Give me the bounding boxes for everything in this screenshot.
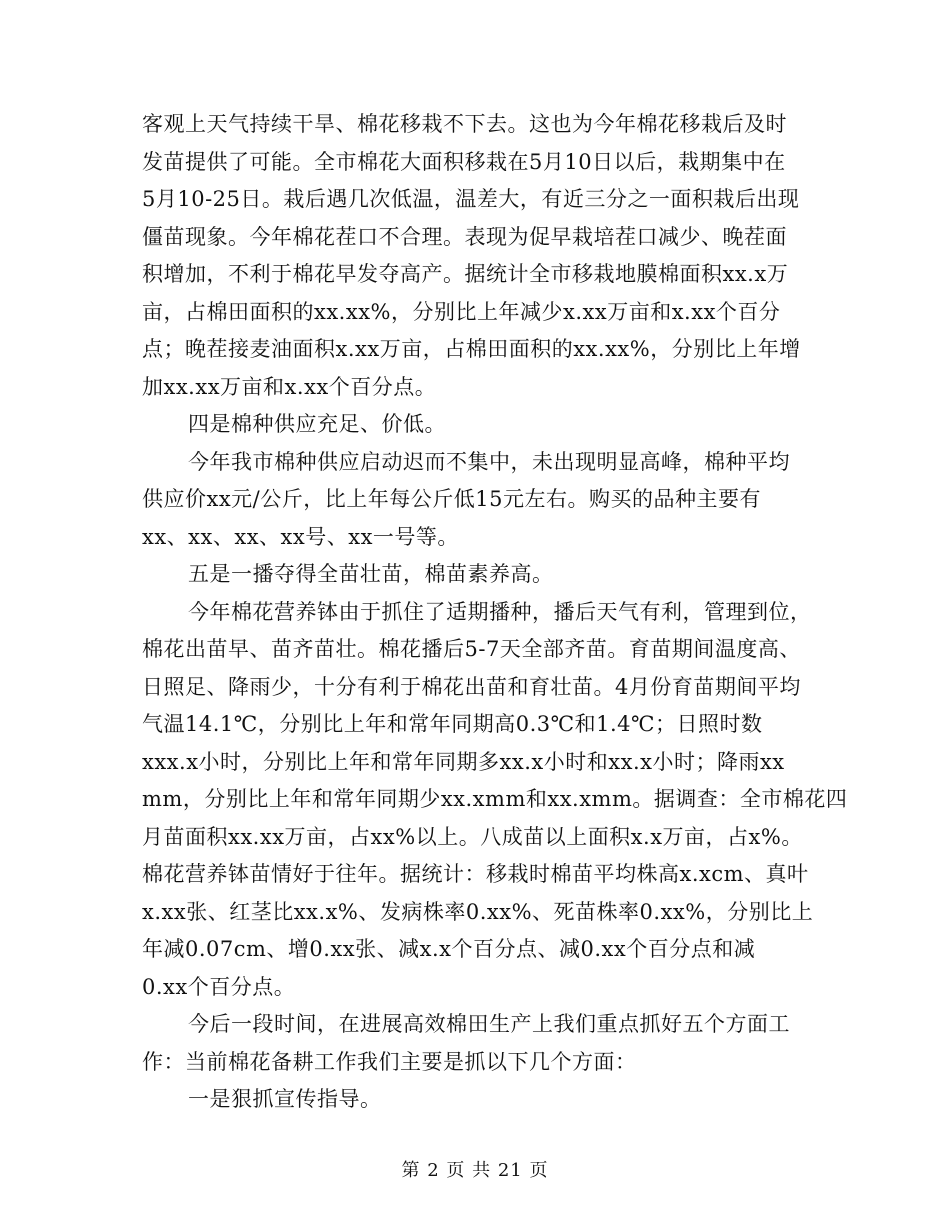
text-line: 今后一段时间，在进展高效棉田生产上我们重点抓好五个方面工	[188, 1012, 790, 1036]
text-line: 作：当前棉花备耕工作我们主要是抓以下几个方面：	[142, 1049, 637, 1074]
text-line: 5月10-25日。栽后遇几次低温，温差大，有近三分之一面积栽后出现	[142, 187, 800, 211]
text-line: 点；晚茬接麦油面积x.xx万亩，占棉田面积的xx.xx%，分别比上年增	[142, 337, 801, 361]
text-line: 年减0.07cm、增0.xx张、减x.x个百分点、减0.xx个百分点和减	[142, 937, 756, 961]
text-line: 月苗面积xx.xx万亩，占xx%以上。八成苗以上面积x.x万亩，占x%。	[142, 824, 803, 849]
text-line: 发苗提供了可能。全市棉花大面积移栽在5月10日以后，栽期集中在	[142, 149, 786, 174]
text-line: xxx.x小时，分别比上年和常年同期多xx.x小时和xx.x小时；降雨xx	[142, 749, 785, 774]
text-line: 棉花出苗早、苗齐苗壮。棉花播后5-7天全部齐苗。育苗期间温度高、	[142, 637, 801, 661]
text-line: 今年棉花营养钵由于抓住了适期播种，播后天气有利，管理到位，	[188, 599, 812, 624]
text-line: 四是棉种供应充足、价低。	[188, 412, 446, 436]
text-line: xx、xx、xx、xx号、xx一号等。	[142, 524, 459, 549]
document-body	[142, 106, 848, 1119]
text-line: 气温14.1℃，分别比上年和常年同期高0.3℃和1.4℃；日照时数	[142, 712, 763, 736]
text-line: mm，分别比上年和常年同期少xx.xmm和xx.xmm。据调查：全市棉花四	[142, 787, 848, 811]
text-line: 一是狠抓宣传指导。	[188, 1087, 382, 1111]
text-line: 亩，占棉田面积的xx.xx%，分别比上年减少x.xx万亩和x.xx个百分	[142, 299, 781, 324]
text-line: 0.xx个百分点。	[142, 974, 296, 999]
text-line: 五是一播夺得全苗壮苗，棉苗素养高。	[188, 562, 554, 586]
text-line: 今年我市棉种供应启动迟而不集中，未出现明显高峰，棉种平均	[188, 449, 790, 474]
text-line: 客观上天气持续干旱、棉花移栽不下去。这也为今年棉花移栽后及时	[142, 112, 787, 136]
text-line: 僵苗现象。今年棉花茬口不合理。表现为促早栽培茬口减少、晚茬面	[142, 224, 787, 249]
text-line: 积增加，不利于棉花早发夺高产。据统计全市移栽地膜棉面积xx.x万	[142, 262, 789, 286]
page-footer: 第 2 页 共 21 页	[401, 1160, 549, 1181]
text-line: x.xx张、红茎比xx.x%、发病株率0.xx%、死苗株率0.xx%，分别比上	[142, 899, 814, 924]
text-line: 供应价xx元/公斤，比上年每公斤低15元左右。购买的品种主要有	[142, 487, 761, 511]
text-line: 棉花营养钵苗情好于往年。据统计：移栽时棉苗平均株高x.xcm、真叶	[142, 862, 809, 886]
text-line: 加xx.xx万亩和x.xx个百分点。	[142, 374, 437, 399]
text-line: 日照足、降雨少，十分有利于棉花出苗和育壮苗。4月份育苗期间平均	[142, 674, 801, 699]
